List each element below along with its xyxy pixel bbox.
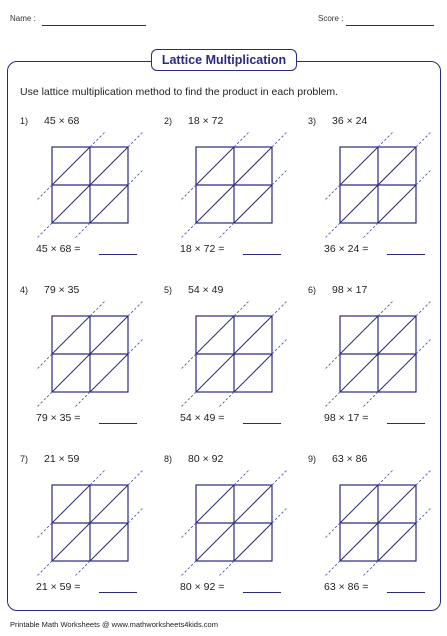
answer-field[interactable] <box>387 254 425 255</box>
problem-expression: 21 × 59 <box>44 453 80 465</box>
lattice-diagonal <box>378 185 416 223</box>
problem-number: 5) <box>164 285 173 295</box>
problem-number: 9) <box>308 454 317 464</box>
lattice-diagonal-extension <box>362 561 378 577</box>
lattice-diagonal-extension <box>218 561 234 577</box>
lattice-grid[interactable] <box>176 480 286 580</box>
lattice-diagonal-extension <box>416 169 432 185</box>
lattice-diagonal-extension <box>272 507 288 523</box>
lattice-diagonal-extension <box>218 392 234 408</box>
lattice-diagonal-extension <box>362 223 378 239</box>
lattice-diagonal <box>378 523 416 561</box>
problem-expression: 80 × 92 <box>188 453 224 465</box>
lattice-diagonal <box>234 185 272 223</box>
answer-expression: 18 × 72 = <box>180 243 225 255</box>
lattice-diagonal <box>196 147 234 185</box>
lattice-diagonal-extension <box>218 223 234 239</box>
lattice-diagonal-extension <box>180 392 196 408</box>
problem-number: 4) <box>20 285 29 295</box>
problem-expression: 79 × 35 <box>44 284 80 296</box>
lattice-grid[interactable] <box>176 311 286 411</box>
instructions: Use lattice multiplication method to find the product in each problem. <box>20 86 339 98</box>
answer-field[interactable] <box>99 254 137 255</box>
lattice-diagonal <box>52 316 90 354</box>
answer-field[interactable] <box>243 254 281 255</box>
lattice-diagonal <box>234 523 272 561</box>
score-label: Score : <box>318 14 344 23</box>
lattice-diagonal-extension <box>128 169 144 185</box>
lattice-diagonal <box>52 485 90 523</box>
lattice-diagonal-extension <box>416 338 432 354</box>
lattice-diagonal-extension <box>324 354 340 370</box>
answer-expression: 98 × 17 = <box>324 412 369 424</box>
problem-expression: 63 × 86 <box>332 453 368 465</box>
problem-expression: 54 × 49 <box>188 284 224 296</box>
lattice-grid[interactable] <box>320 142 430 242</box>
lattice-diagonal <box>90 354 128 392</box>
lattice-diagonal-extension <box>180 223 196 239</box>
problem-expression: 45 × 68 <box>44 115 80 127</box>
answer-field[interactable] <box>387 423 425 424</box>
lattice-diagonal-extension <box>324 185 340 201</box>
answer-field[interactable] <box>243 592 281 593</box>
problem-number: 3) <box>308 116 317 126</box>
lattice-diagonal <box>52 147 90 185</box>
answer-field[interactable] <box>99 423 137 424</box>
answer-field[interactable] <box>99 592 137 593</box>
lattice-grid[interactable] <box>32 480 142 580</box>
lattice-diagonal-extension <box>180 561 196 577</box>
problem-expression: 36 × 24 <box>332 115 368 127</box>
lattice-diagonal-extension <box>36 185 52 201</box>
lattice-diagonal <box>196 485 234 523</box>
lattice-grid[interactable] <box>320 480 430 580</box>
lattice-grid[interactable] <box>32 142 142 242</box>
problem-number: 6) <box>308 285 317 295</box>
name-field[interactable] <box>42 25 146 26</box>
lattice-diagonal-extension <box>272 169 288 185</box>
lattice-diagonal-extension <box>36 392 52 408</box>
score-field[interactable] <box>346 25 434 26</box>
lattice-diagonal <box>340 316 378 354</box>
answer-expression: 54 × 49 = <box>180 412 225 424</box>
lattice-diagonal <box>90 185 128 223</box>
lattice-diagonal-extension <box>180 354 196 370</box>
lattice-grid[interactable] <box>176 142 286 242</box>
lattice-diagonal-extension <box>180 523 196 539</box>
lattice-diagonal-extension <box>36 354 52 370</box>
lattice-diagonal-extension <box>362 392 378 408</box>
worksheet-title: Lattice Multiplication <box>151 49 297 71</box>
lattice-diagonal-extension <box>74 223 90 239</box>
answer-expression: 63 × 86 = <box>324 581 369 593</box>
problem-number: 2) <box>164 116 173 126</box>
lattice-diagonal-extension <box>416 507 432 523</box>
lattice-diagonal-extension <box>128 338 144 354</box>
lattice-diagonal <box>196 316 234 354</box>
answer-field[interactable] <box>243 423 281 424</box>
lattice-diagonal-extension <box>324 223 340 239</box>
lattice-diagonal-extension <box>36 223 52 239</box>
problem-expression: 98 × 17 <box>332 284 368 296</box>
footer-text: Printable Math Worksheets @ www.mathworksheets4kids.com <box>10 620 218 629</box>
lattice-diagonal <box>234 354 272 392</box>
answer-expression: 21 × 59 = <box>36 581 81 593</box>
lattice-diagonal-extension <box>324 392 340 408</box>
answer-expression: 79 × 35 = <box>36 412 81 424</box>
answer-expression: 80 × 92 = <box>180 581 225 593</box>
lattice-diagonal <box>90 523 128 561</box>
problem-expression: 18 × 72 <box>188 115 224 127</box>
lattice-diagonal-extension <box>74 392 90 408</box>
lattice-diagonal-extension <box>128 507 144 523</box>
lattice-diagonal-extension <box>74 561 90 577</box>
problem-number: 1) <box>20 116 29 126</box>
answer-field[interactable] <box>387 592 425 593</box>
lattice-diagonal-extension <box>324 561 340 577</box>
lattice-diagonal-extension <box>272 338 288 354</box>
lattice-diagonal-extension <box>324 523 340 539</box>
lattice-diagonal <box>378 354 416 392</box>
answer-expression: 45 × 68 = <box>36 243 81 255</box>
lattice-diagonal <box>340 147 378 185</box>
answer-expression: 36 × 24 = <box>324 243 369 255</box>
lattice-diagonal-extension <box>180 185 196 201</box>
name-label: Name : <box>10 14 36 23</box>
lattice-diagonal-extension <box>36 523 52 539</box>
problem-number: 7) <box>20 454 29 464</box>
lattice-diagonal <box>340 485 378 523</box>
problem-number: 8) <box>164 454 173 464</box>
lattice-diagonal-extension <box>36 561 52 577</box>
lattice-grid[interactable] <box>320 311 430 411</box>
lattice-grid[interactable] <box>32 311 142 411</box>
